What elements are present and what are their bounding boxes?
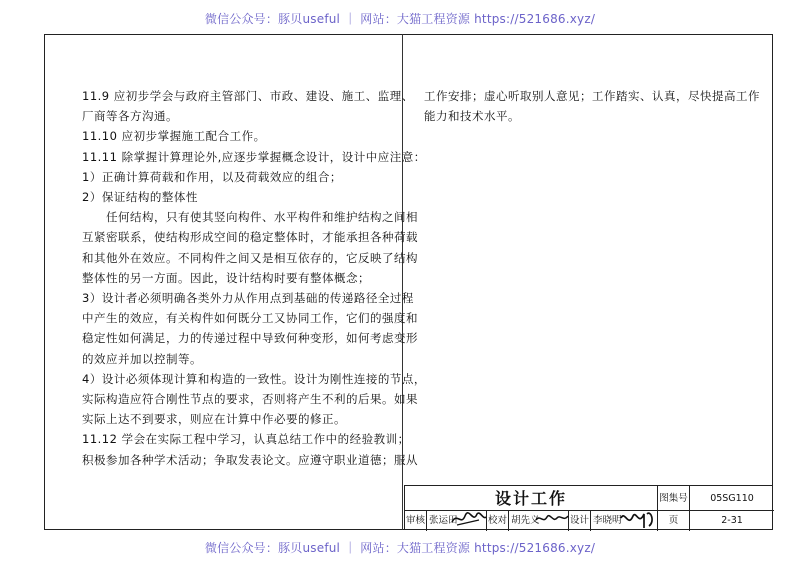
reviewer-name: 张运田 — [427, 511, 487, 531]
text-line: 4）设计必须体现计算和构造的一致性。设计为刚性连接的节点， — [82, 371, 426, 386]
text-line: 任何结构，只有使其竖向构件、水平构件和维护结构之间相 — [106, 210, 418, 225]
text-line: 积极参加各种学术活动；争取发表论文。应遵守职业道德；服从 — [82, 452, 418, 467]
text-line: 实际上达不到要求，则应在计算中作必要的修正。 — [82, 412, 346, 427]
text-line: 的效应并加以控制等。 — [82, 351, 202, 366]
watermark-top: 微信公众号：豚贝useful ｜ 网站：大猫工程资源 https://521686.xyz/ — [204, 12, 596, 26]
checker-name: 胡先义 — [509, 511, 569, 531]
text-line: 稳定性如何满足，力的传递过程中导致何种变形，如何考虑变形 — [82, 331, 418, 346]
text-line: 中产生的效应，有关构件如何既分工又协同工作，它们的强度和 — [82, 311, 418, 326]
page-number: 2-31 — [721, 515, 743, 526]
text-line: 能力和技术水平。 — [424, 109, 520, 124]
text-line: 实际构造应符合刚性节点的要求，否则将产生不利的后果。如果 — [82, 392, 418, 407]
text-line: 工作安排；虚心听取别人意见；工作踏实、认真，尽快提高工作 — [424, 89, 760, 103]
design-label: 设计 — [569, 511, 591, 531]
checker-signature — [533, 508, 571, 530]
text-line: 互紧密联系，使结构形成空间的稳定整体时，才能承担各种荷载 — [82, 230, 418, 245]
atlas-label: 图集号 — [658, 486, 690, 511]
check-label: 校对 — [487, 511, 509, 531]
text-line: 11.10 应初步掌握施工配合工作。 — [82, 129, 266, 144]
title-block — [404, 485, 773, 530]
review-label: 审核 — [405, 511, 427, 531]
reviewer-signature — [449, 508, 489, 530]
designer-signature — [619, 508, 659, 530]
text-line: 1）正确计算荷载和作用，以及荷载效应的组合； — [82, 169, 342, 184]
text-line: 11.9 应初步学会与政府主管部门、市政、建设、施工、监理、 — [82, 89, 414, 103]
text-line: 整体性的另一方面。因此，设计结构时要有整体概念； — [82, 270, 370, 285]
text-line: 11.11 除掌握计算理论外,应逐步掌握概念设计，设计中应注意： — [82, 149, 426, 164]
atlas-number: 05SG110 — [690, 486, 774, 511]
text-line: 3）设计者必须明确各类外力从作用点到基础的传递路径全过程 — [82, 291, 414, 306]
text-line: 厂商等各方沟通。 — [82, 109, 178, 124]
watermark-bottom: 微信公众号：豚贝useful ｜ 网站：大猫工程资源 https://521686.xyz/ — [204, 541, 596, 555]
drawing-title: 设计工作 — [405, 486, 658, 511]
text-line: 11.12 学会在实际工程中学习，认真总结工作中的经验教训； — [82, 432, 410, 447]
left-column — [82, 86, 426, 470]
text-line: 和其他外在效应。不同构件之间又是相互依存的，它反映了结构 — [82, 250, 418, 265]
right-column — [424, 86, 760, 126]
text-line: 2）保证结构的整体性 — [82, 190, 198, 205]
designer-name: 李晓明 — [591, 511, 658, 531]
page-label: 页 — [658, 511, 690, 531]
